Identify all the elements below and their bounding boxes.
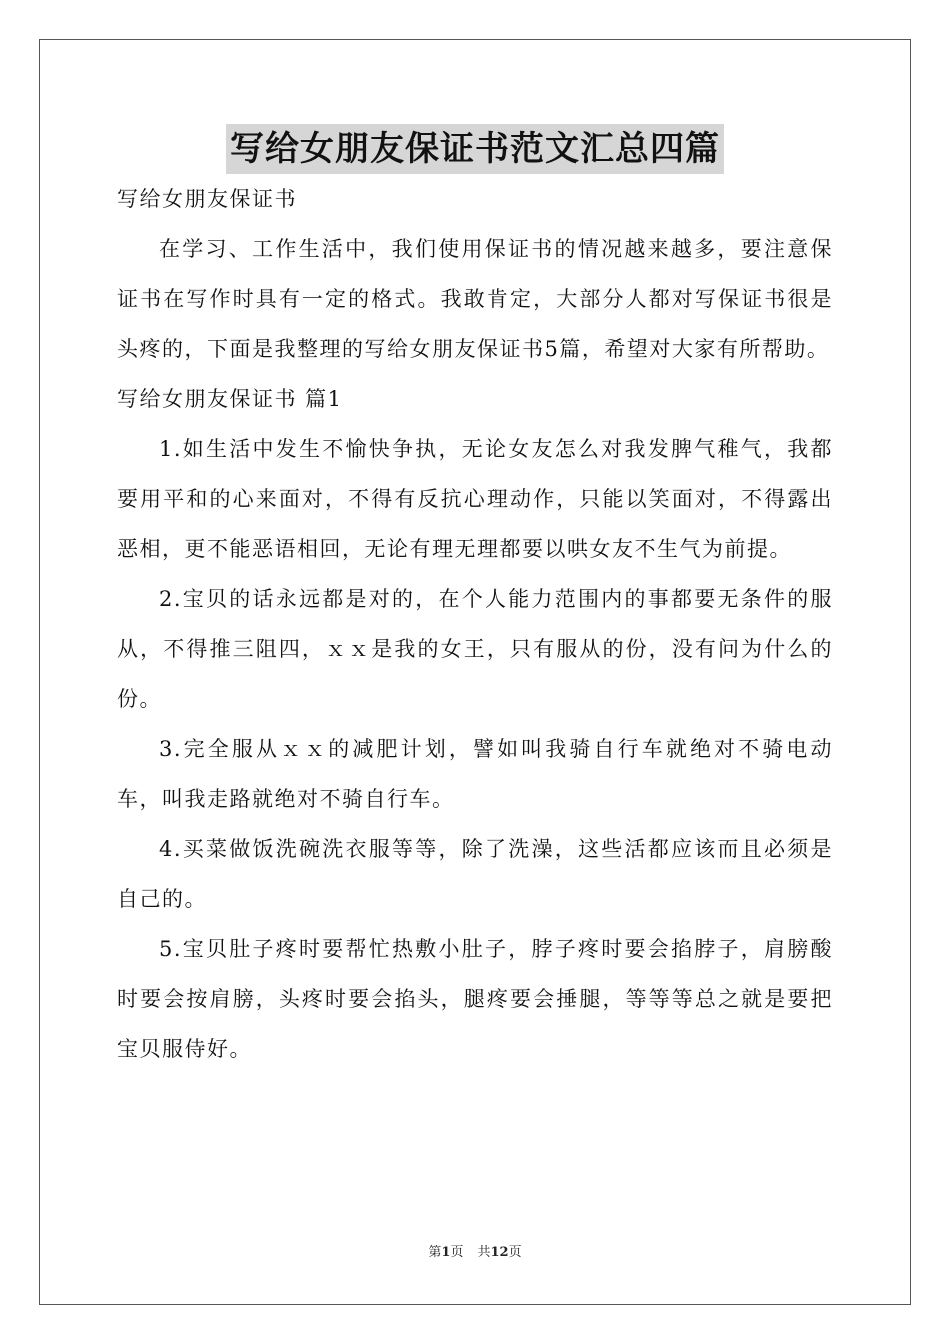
document-title: 写给女朋友保证书范文汇总四篇	[226, 124, 724, 174]
total-prefix: 共	[477, 1245, 491, 1260]
total-suffix: 页	[508, 1245, 522, 1260]
paragraph: 4.买菜做饭洗碗洗衣服等等，除了洗澡，这些活都应该而且必须是自己的。	[117, 837, 833, 911]
total-pages: 12	[490, 1245, 509, 1260]
paragraph: 1.如生活中发生不愉快争执，无论女友怎么对我发脾气稚气，我都要用平和的心来面对，不得有反抗心理动作，只能以笑面对，不得露出恶相，更不能恶语相回，无论有理无理都要以哄女友不生气为前提。	[117, 437, 833, 561]
paragraph: 3.完全服从ｘｘ的减肥计划，譬如叫我骑自行车就绝对不骑电动车，叫我走路就绝对不骑自行车。	[117, 737, 833, 811]
paragraph: 在学习、工作生活中，我们使用保证书的情况越来越多，要注意保证书在写作时具有一定的格式。我敢肯定，大部分人都对写保证书很是头疼的，下面是我整理的写给女朋友保证书5篇，希望对大家有所帮助。	[117, 237, 833, 361]
page-footer	[0, 1243, 950, 1263]
page-number: 1	[441, 1245, 451, 1260]
paragraph: 写给女朋友保证书	[117, 187, 297, 211]
page-suffix: 页	[450, 1245, 464, 1260]
paragraph: 5.宝贝肚子疼时要帮忙热敷小肚子，脖子疼时要会掐脖子，肩膀酸时要会按肩膀，头疼时要会掐头，腿疼要会捶腿，等等等总之就是要把宝贝服侍好。	[117, 937, 833, 1061]
paragraph: 写给女朋友保证书 篇1	[117, 387, 343, 411]
title-wrap	[0, 124, 950, 174]
document-body	[117, 174, 833, 1074]
page-prefix: 第	[428, 1245, 442, 1260]
paragraph: 2.宝贝的话永远都是对的，在个人能力范围内的事都要无条件的服从，不得推三阻四，ｘｘ是我的女王，只有服从的份，没有问为什么的份。	[117, 587, 833, 711]
